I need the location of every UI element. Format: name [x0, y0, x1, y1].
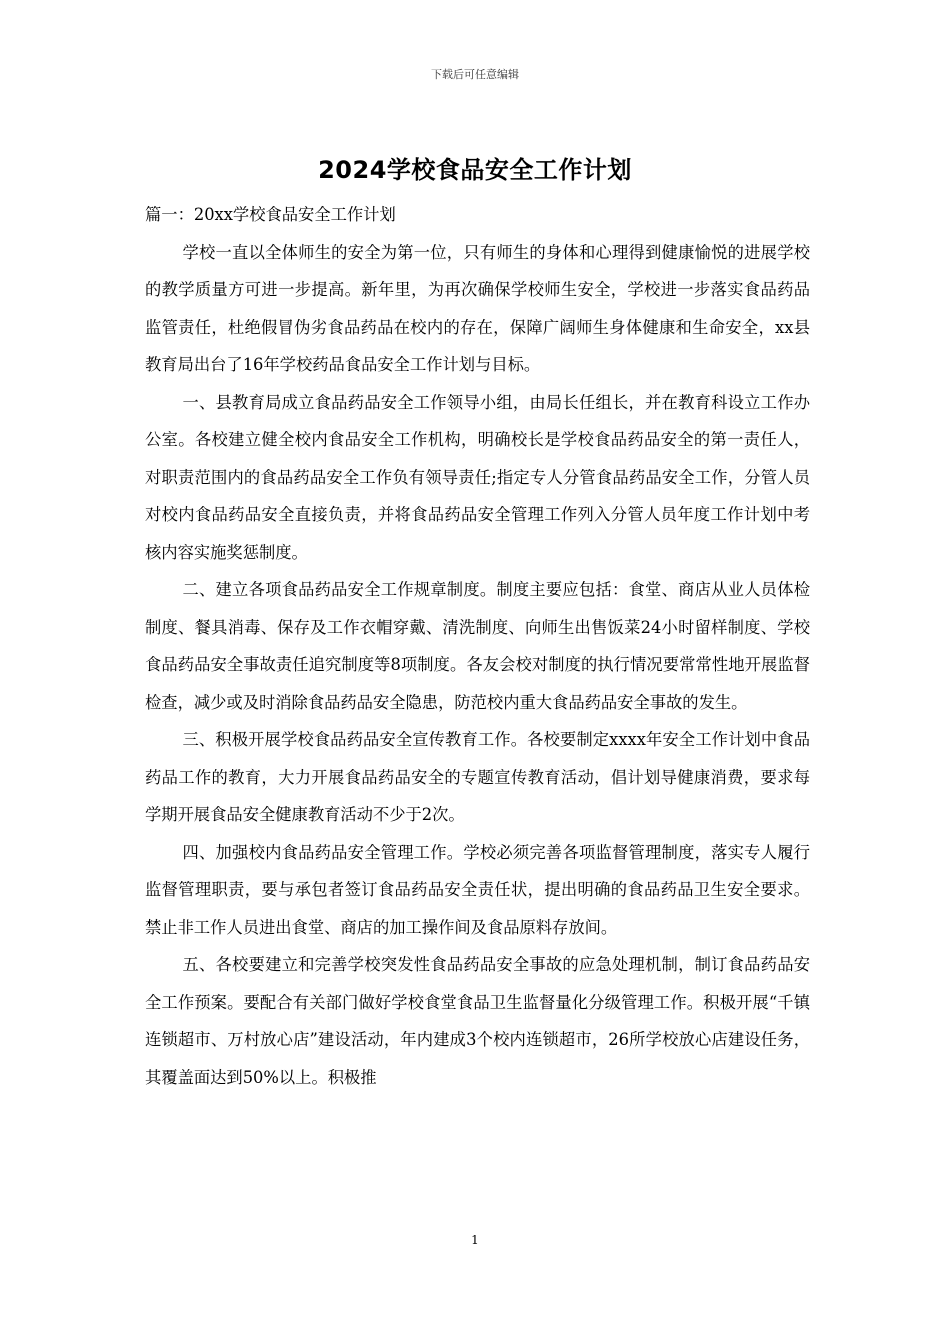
document-body [145, 196, 810, 1096]
paragraph-1: 一、县教育局成立食品药品安全工作领导小组，由局长任组长，并在教育科设立工作办公室。各校建立健全校内食品安全工作机构，明确校长是学校食品药品安全的第一责任人，对职责范围内的食品药品安全工作负有领导责任;指定专人分管食品药品安全工作，分管人员对校内食品药品安全直接负责，并将食品药品安全管理工作列入分管人员年度工作计划中考核内容实施奖惩制度。 [145, 392, 810, 562]
document-title: 2024学校食品安全工作计划 [318, 156, 632, 184]
page-number: 1 [471, 1233, 479, 1247]
paragraph-4: 四、加强校内食品药品安全管理工作。学校必须完善各项监督管理制度，落实专人履行监督管理职责，要与承包者签订食品药品安全责任状，提出明确的食品药品卫生安全要求。禁止非工作人员进出食堂、商店的加工操作间及食品原料存放间。 [145, 842, 810, 937]
page-header-note: 下载后可任意编辑 [431, 68, 519, 81]
paragraph-intro: 学校一直以全体师生的安全为第一位，只有师生的身体和心理得到健康愉悦的进展学校的教学质量方可进一步提高。新年里，为再次确保学校师生安全，学校进一步落实食品药品监管责任，杜绝假冒伪劣食品药品在校内的存在，保障广阔师生身体健康和生命安全，xx县教育局出台了16年学校药品食品安全工作计划与目标。 [145, 242, 810, 374]
section-heading: 篇一：20xx学校食品安全工作计划 [145, 205, 396, 224]
paragraph-3: 三、积极开展学校食品药品安全宣传教育工作。各校要制定xxxx年安全工作计划中食品药品工作的教育，大力开展食品药品安全的专题宣传教育活动，倡计划导健康消费，要求每学期开展食品安全健康教育活动不少于2次。 [145, 730, 810, 824]
paragraph-2: 二、建立各项食品药品安全工作规章制度。制度主要应包括：食堂、商店从业人员体检制度、餐具消毒、保存及工作衣帽穿戴、清洗制度、向师生出售饭菜24小时留样制度、学校食品药品安全事故责任追究制度等8项制度。各友会校对制度的执行情况要常常性地开展监督检查，减少或及时消除食品药品安全隐患，防范校内重大食品药品安全事故的发生。 [145, 580, 810, 712]
paragraph-5: 五、各校要建立和完善学校突发性食品药品安全事故的应急处理机制，制订食品药品安全工作预案。要配合有关部门做好学校食堂食品卫生监督量化分级管理工作。积极开展“千镇连锁超市、万村放心店”建设活动，年内建成3个校内连锁超市，26所学校放心店建设任务，其覆盖面达到50%以上。积极推 [145, 955, 810, 1087]
